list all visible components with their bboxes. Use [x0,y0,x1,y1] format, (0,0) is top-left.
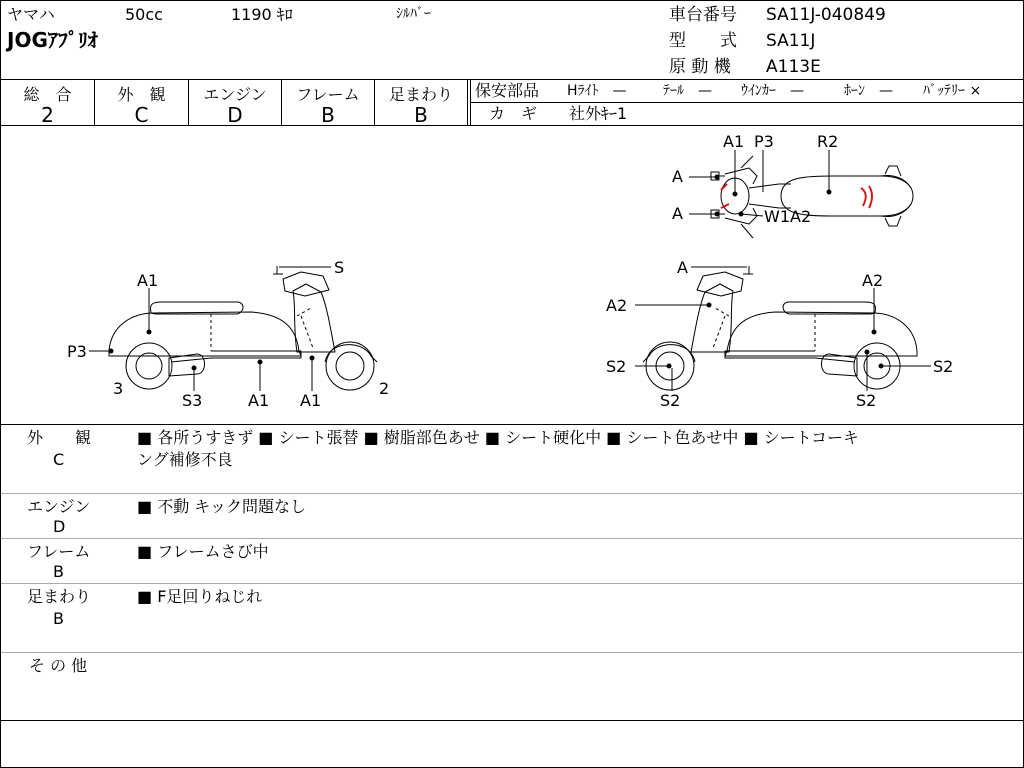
divider [1,424,1023,425]
diagram-label: A [672,204,683,223]
diagram-label: A2 [862,271,884,290]
grade-suspension-value: B [414,103,428,127]
grade-engine-value: D [227,103,243,127]
grade-exterior-label: 外 観 [117,85,166,104]
grade-frame-label: フレーム [296,85,360,104]
safety-item-battery: ﾊﾞｯﾃﾘｰ × [923,83,982,99]
remark-suspension-label: 足まわり [27,587,92,606]
remark-exterior-label: 外 観 [27,428,92,447]
diagram-label: A [677,258,688,277]
grade-engine-label: エンジン [203,85,267,104]
diagram-label: A1 [137,271,159,290]
divider [1,720,1023,721]
diagram-label: A1 [723,132,745,151]
diagram-label: S2 [606,357,627,376]
engine-label: 原 動 機 [669,57,731,77]
diagram-label: S2 [933,357,954,376]
grade-frame-value: B [321,103,335,127]
grade-suspension-label: 足まわり [388,85,453,104]
frame-no: SA11J-040849 [766,5,886,25]
diagram-label: S [334,258,345,277]
remark-exterior-text-cont: ング補修不良 [137,450,233,469]
diagram-label: A1 [300,391,322,410]
scooter-top-view-icon [711,156,913,238]
damage-mark [861,188,866,206]
safety-item-tail: ﾃｰﾙ — [663,83,712,99]
remark-other-label: そ の 他 [29,656,88,675]
type-label: 型 式 [669,31,737,51]
diagram-label: A [672,167,683,186]
displacement: 50cc [125,5,163,24]
remark-frame-label: フレーム [27,542,91,561]
diagram-label: 2 [379,379,390,398]
divider [1,652,1023,653]
frame-no-label: 車台番号 [669,5,737,25]
divider [1,79,1023,80]
diagram-label: S3 [182,391,203,410]
diagram-label: 3 [113,379,124,398]
divider [470,102,1023,103]
type-value: SA11J [766,31,816,51]
safety-label: 保安部品 [475,81,540,100]
remark-frame-grade: B [53,562,64,581]
remark-frame-text: ■ フレームさび中 [137,542,269,561]
divider [1,493,1023,494]
grade-overall-label: 総 合 [23,85,72,104]
maker: ヤマハ [7,5,55,24]
model-name: JOGｱﾌﾟﾘｵ [7,28,98,52]
remark-exterior-text: ■ 各所うすきず ■ シート張替 ■ 樹脂部色あせ ■ シート硬化中 ■ シート色あせ中 ■ シートコーキ [137,428,860,447]
divider [1,583,1023,584]
diagram-label: S2 [856,391,877,410]
grade-exterior-value: C [134,103,149,127]
remark-engine-label: エンジン [27,497,91,516]
safety-item-horn: ﾎｰﾝ — [844,83,893,99]
grade-overall-value: 2 [41,103,54,127]
key-value: 社外ｷｰ1 [569,104,628,123]
remark-suspension-text: ■ F足回りねじれ [137,587,263,606]
divider [467,79,468,125]
remark-engine-text: ■ 不動 キック問題なし [137,497,306,516]
damage-mark [869,186,872,208]
diagram-label: R2 [817,132,839,151]
safety-item-winker: ｳｲﾝｶｰ — [741,83,804,99]
remark-exterior-grade: C [53,450,65,469]
key-label: カ ギ [489,104,538,123]
mileage: 1190 ｷﾛ [231,5,293,24]
diagram-label: W1A2 [764,207,812,226]
divider [1,538,1023,539]
safety-item-headlight: Hﾗｲﾄ — [567,83,627,99]
diagram-label: A1 [248,391,270,410]
diagram-label: P3 [67,342,87,361]
remark-engine-grade: D [53,517,66,536]
diagram-label: S2 [660,391,681,410]
diagram-label: A2 [606,296,628,315]
diagram-label: P3 [754,132,774,151]
damage-diagram [1,126,1023,424]
engine-value: A113E [766,57,821,77]
remark-suspension-grade: B [53,609,64,628]
color: ｼﾙﾊﾞｰ [396,6,431,22]
